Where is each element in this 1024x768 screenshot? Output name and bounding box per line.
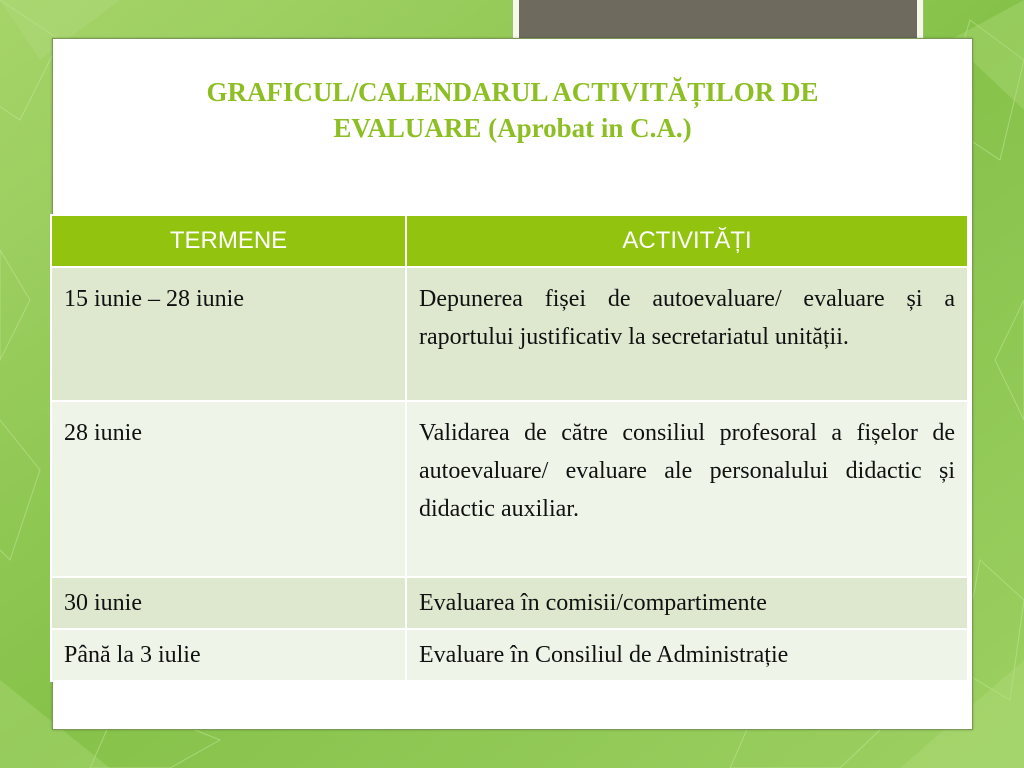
table-row [51,577,968,629]
activity-cell: Depunerea fișei de autoevaluare/ evaluare și a raportului justificativ la secretariatul unității. [406,267,968,401]
header-activitati: ACTIVITĂȚI [406,215,968,267]
term-cell: 15 iunie – 28 iunie [51,267,406,401]
activity-cell: Validarea de către consiliul profesoral a fișelor de autoevaluare/ evaluare ale personalului didactic și didactic auxiliar. [406,401,968,577]
term-cell: Până la 3 iulie [51,629,406,681]
slide-title-line-1: GRAFICUL/CALENDARUL ACTIVITĂȚILOR DE [206,77,819,107]
activity-cell: Evaluare în Consiliul de Administrație [406,629,968,681]
term-cell: 28 iunie [51,401,406,577]
table-row [51,629,968,681]
evaluation-schedule-table [50,214,969,682]
activity-cell: Evaluarea în comisii/compartimente [406,577,968,629]
table-row [51,267,968,401]
header-termene: TERMENE [51,215,406,267]
slide-title-line-2: EVALUARE (Aprobat in C.A.) [333,113,692,143]
term-cell: 30 iunie [51,577,406,629]
slide-title [52,74,973,146]
table-row [51,401,968,577]
table-header-row [51,215,968,267]
